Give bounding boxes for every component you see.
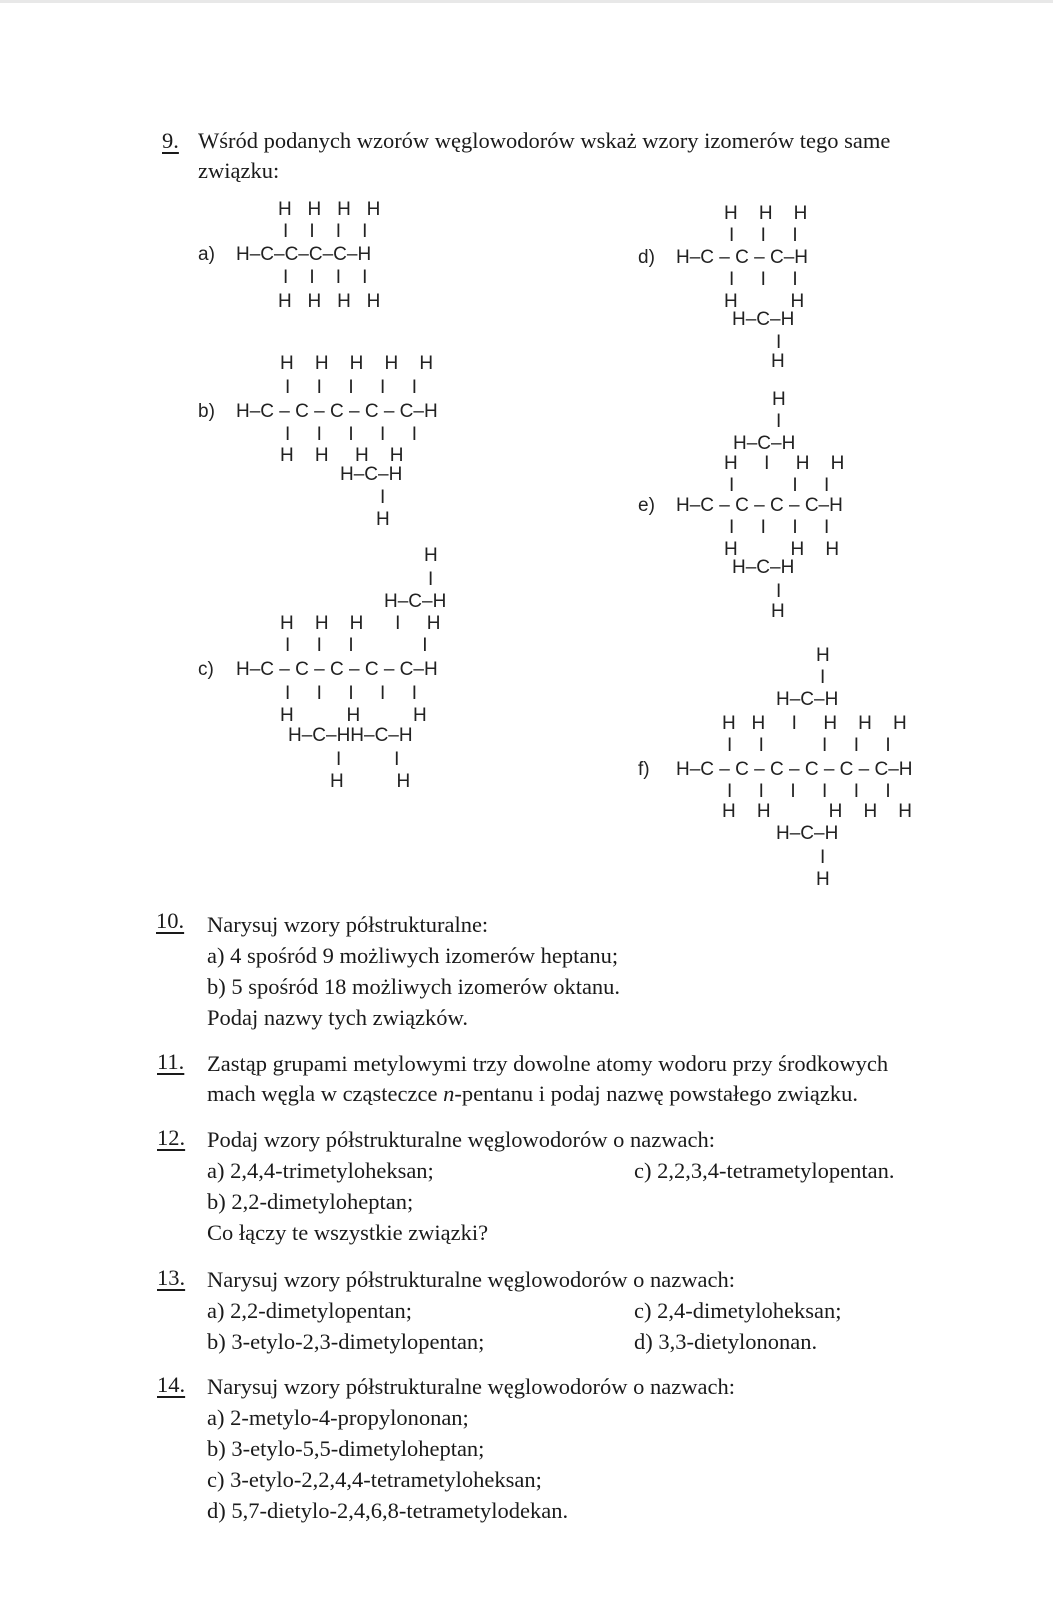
formula-c-row: H–C–HH–C–H — [288, 725, 413, 746]
formula-b-row: H H H H H — [280, 353, 434, 374]
formula-c-row: I I I I — [285, 635, 428, 656]
formula-f-row: H H I H H H — [722, 713, 907, 734]
formula-c-row: H — [424, 545, 438, 566]
formula-e-row: H–C – C – C – C–H — [676, 495, 843, 516]
formula-b-row: H–C – C – C – C – C–H — [236, 401, 438, 422]
formula-e-row: H — [772, 389, 786, 410]
formula-f-row: H — [816, 869, 830, 890]
q10-number: 10. — [156, 908, 185, 933]
q9-text-line2: związku: — [198, 158, 280, 183]
q14-item: a) 2-metylo-4-propylononan; — [207, 1405, 469, 1430]
formula-d-row: H–C – C – C–H — [676, 247, 808, 268]
q13-item-a: a) 2,2-dimetylopentan; — [207, 1298, 412, 1323]
formula-d-row: I I I — [729, 269, 798, 290]
formula-b-row: H — [376, 509, 390, 530]
q12-question: Co łączy te wszystkie związki? — [207, 1220, 489, 1245]
formula-f-row: I — [820, 847, 826, 868]
q12-item-c: c) 2,2,3,4-tetrametylopentan. — [634, 1158, 895, 1183]
formula-e-row: I I I — [729, 475, 830, 496]
scan-edge — [0, 0, 1053, 3]
formula-b-row: I I I I I — [285, 377, 417, 398]
q12-item-a: a) 2,4,4-trimetyloheksan; — [207, 1158, 434, 1183]
q13-intro: Narysuj wzory półstrukturalne węglowodorów o nazwach: — [207, 1267, 735, 1292]
formula-d-row: H — [771, 351, 785, 372]
formula-b-row: I — [380, 487, 386, 508]
formula-e-row: I — [776, 581, 782, 602]
q10-line: a) 4 spośród 9 możliwych izomerów heptanu; — [207, 943, 619, 968]
formula-a-label: a) — [198, 244, 215, 265]
formula-f-row: I I I I I I — [727, 781, 891, 802]
formula-f-row: I I I I I — [727, 735, 891, 756]
formula-c-row: H H H I H — [280, 613, 441, 634]
formula-d-row: H H — [724, 291, 805, 312]
formula-b-row: H H H H — [280, 445, 404, 466]
formula-b-label: b) — [198, 401, 215, 422]
formula-c-row: I — [428, 569, 434, 590]
formula-c-row: I I — [336, 749, 400, 770]
q14-intro: Narysuj wzory półstrukturalne węglowodorów o nazwach: — [207, 1374, 735, 1399]
q9-number: 9. — [162, 128, 179, 153]
q13-item-c: c) 2,4-dimetyloheksan; — [634, 1298, 842, 1323]
q10-line: Narysuj wzory półstrukturalne: — [207, 912, 489, 937]
q14-number: 14. — [157, 1372, 186, 1397]
formula-c-row: I I I I I — [285, 683, 417, 704]
formula-a-row: I I I I — [283, 267, 368, 288]
formula-c-row: H–C – C – C – C – C–H — [236, 659, 438, 680]
formula-c-row: H H H — [280, 705, 427, 726]
q13-item-d: d) 3,3-dietylononan. — [634, 1329, 818, 1354]
formula-f-label: f) — [638, 759, 650, 780]
formula-e-row: H–C–H — [733, 433, 796, 454]
formula-b-row: I I I I I — [285, 424, 417, 445]
formula-e-row: I — [776, 411, 782, 432]
formula-d-row: I — [776, 332, 782, 353]
formula-c-label: c) — [198, 659, 214, 680]
q11-line2 — [207, 1081, 858, 1107]
formula-b-row: H–C–H — [340, 464, 403, 485]
q11-line2-a: mach węgla w cząsteczce — [207, 1081, 444, 1106]
formula-d-row: H H H — [724, 203, 808, 224]
formula-a-row: H H H H — [278, 199, 381, 220]
q10-line: Podaj nazwy tych związków. — [207, 1005, 468, 1030]
q11-line1: Zastąp grupami metylowymi trzy dowolne atomy wodoru przy środkowych — [207, 1051, 889, 1076]
formula-d-label: d) — [638, 247, 655, 268]
formula-f-row: I — [820, 667, 826, 688]
formula-a-row: H–C–C–C–C–H — [236, 244, 372, 265]
q13-number: 13. — [157, 1265, 186, 1290]
q12-item-b: b) 2,2-dimetyloheptan; — [207, 1189, 414, 1214]
formula-c-row: H H — [330, 771, 411, 792]
formula-e-row: H–C–H — [732, 557, 795, 578]
q11-line2-italic: n — [443, 1081, 455, 1106]
formula-e-row: H H H — [724, 539, 840, 560]
formula-f-row: H — [816, 645, 830, 666]
formula-e-row: H I H H — [724, 453, 845, 474]
q9-text-line1: Wśród podanych wzorów węglowodorów wskaż wzory izomerów tego same — [198, 128, 891, 153]
q11-number: 11. — [157, 1049, 185, 1074]
formula-f-row: H–C – C – C – C – C – C–H — [676, 759, 913, 780]
formula-f-row: H–C–H — [776, 823, 839, 844]
q14-item: b) 3-etylo-5,5-dimetyloheptan; — [207, 1436, 485, 1461]
formula-e-label: e) — [638, 495, 655, 516]
formula-d-row: H–C–H — [732, 309, 795, 330]
q13-item-b: b) 3-etylo-2,3-dimetylopentan; — [207, 1329, 485, 1354]
formula-a-row: H H H H — [278, 291, 381, 312]
formula-f-row: H–C–H — [776, 689, 839, 710]
formula-a-row: I I I I — [283, 221, 368, 242]
formula-f-row: H H H H H — [722, 801, 913, 822]
q11-line2-b: -pentanu i podaj nazwę powstałego związku. — [454, 1081, 858, 1106]
formula-e-row: I I I I — [729, 517, 830, 538]
q14-item: c) 3-etylo-2,2,4,4-tetrametyloheksan; — [207, 1467, 542, 1492]
formula-c-row: H–C–H — [384, 591, 447, 612]
formula-e-row: H — [771, 601, 785, 622]
q12-intro: Podaj wzory półstrukturalne węglowodorów o nazwach: — [207, 1127, 715, 1152]
q10-line: b) 5 spośród 18 możliwych izomerów oktanu. — [207, 974, 621, 999]
q14-item: d) 5,7-dietylo-2,4,6,8-tetrametylodekan. — [207, 1498, 569, 1523]
q12-number: 12. — [157, 1125, 186, 1150]
formula-d-row: I I I — [729, 225, 798, 246]
